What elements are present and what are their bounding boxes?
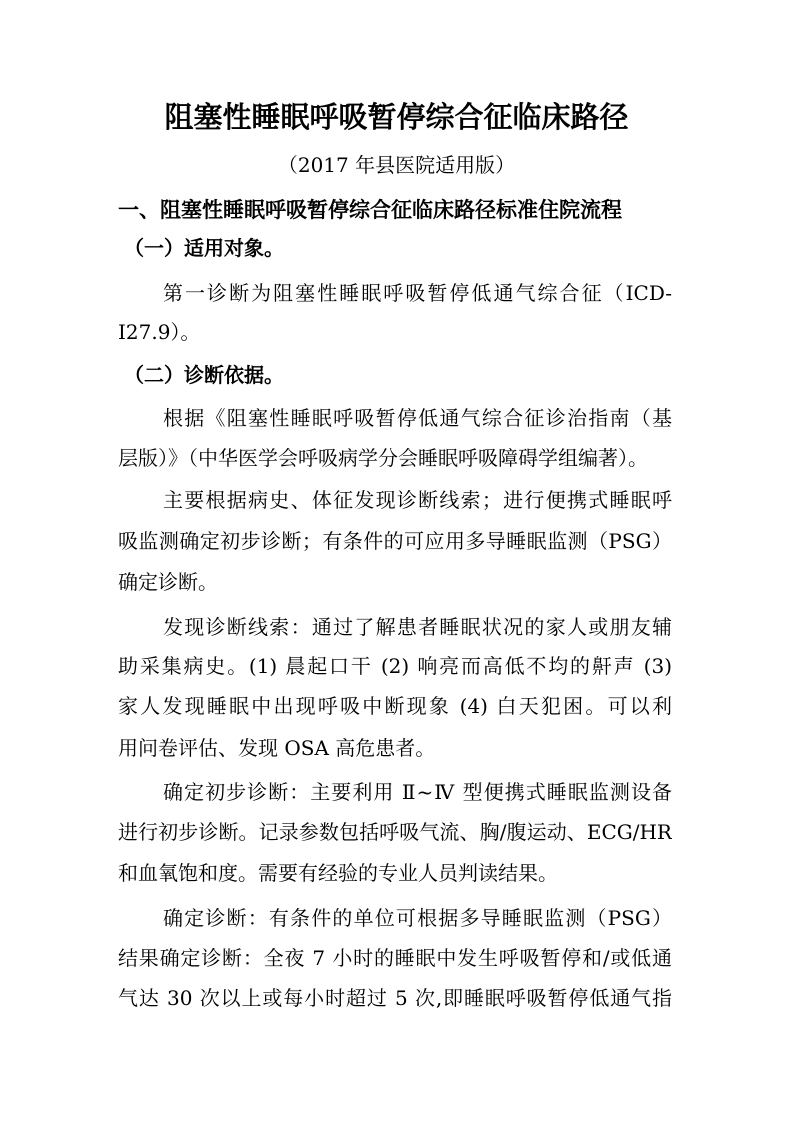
paragraph-line: 第一诊断为阻塞性睡眠呼吸暂停低通气综合征（ICD- (163, 281, 672, 305)
paragraph-line: 助采集病史。(1) 晨起口干 (2) 响亮而高低不均的鼾声 (3) (118, 654, 672, 678)
paragraph-line: 气达 30 次以上或每小时超过 5 次,即睡眠呼吸暂停低通气指 (118, 986, 672, 1010)
subsection-heading: （二）诊断依据。 (124, 363, 284, 387)
subsection-heading: （一）适用对象。 (124, 236, 284, 260)
document-title: 阻塞性睡眠呼吸暂停综合征临床路径 (164, 100, 629, 134)
paragraph-line: 和血氧饱和度。需要有经验的专业人员判读结果。 (118, 861, 558, 885)
paragraph-line: 家人发现睡眠中出现呼吸中断现象 (4) 白天犯困。可以利 (118, 694, 672, 718)
paragraph-line: 根据《阻塞性睡眠呼吸暂停低通气综合征诊治指南（基 (163, 406, 672, 430)
paragraph-line: I27.9）。 (118, 320, 201, 344)
paragraph-line: 进行初步诊断。记录参数包括呼吸气流、胸/腹运动、ECG/HR (118, 820, 672, 844)
paragraph-line: 吸监测确定初步诊断；有条件的可应用多导睡眠监测（PSG） (118, 529, 672, 553)
paragraph-line: 主要根据病史、体征发现诊断线索；进行便携式睡眠呼 (163, 488, 672, 512)
document-subtitle: （2017 年县医院适用版） (277, 153, 516, 177)
paragraph-line: 层版）》（中华医学会呼吸病学分会睡眠呼吸障碍学组编著）。 (118, 446, 648, 470)
paragraph-line: 确定诊断。 (118, 570, 218, 594)
paragraph-line: 用问卷评估、发现 OSA 高危患者。 (118, 736, 436, 760)
paragraph-line: 确定诊断：有条件的单位可根据多导睡眠监测（PSG） (163, 906, 672, 930)
paragraph-line: 确定初步诊断：主要利用 Ⅱ~Ⅳ 型便携式睡眠监测设备 (163, 780, 672, 804)
paragraph-line: 发现诊断线索：通过了解患者睡眠状况的家人或朋友辅 (163, 615, 672, 639)
paragraph-line: 结果确定诊断：全夜 7 小时的睡眠中发生呼吸暂停和/或低通 (118, 946, 672, 970)
section-heading: 一、阻塞性睡眠呼吸暂停综合征临床路径标准住院流程 (118, 198, 622, 222)
